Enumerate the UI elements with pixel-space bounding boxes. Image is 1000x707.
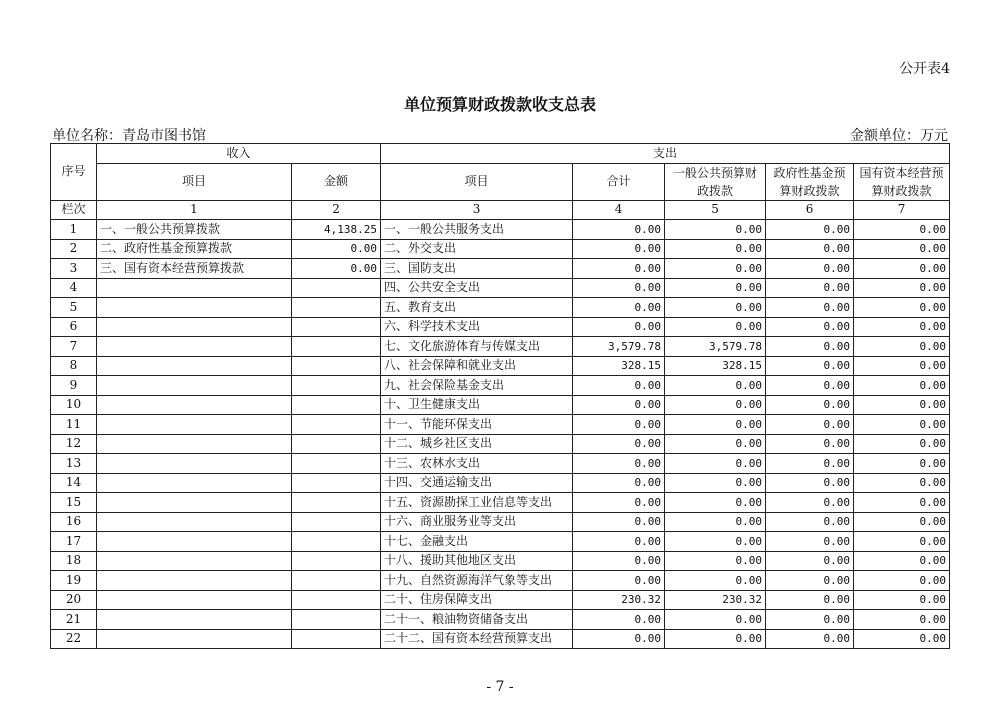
row-seq: 10 <box>51 395 97 415</box>
general-budget-amount: 0.00 <box>665 512 766 532</box>
general-budget-amount: 3,579.78 <box>665 337 766 357</box>
table-row <box>51 259 950 279</box>
state-capital-amount: 0.00 <box>854 454 950 474</box>
table-row <box>51 220 950 240</box>
general-budget-amount: 230.32 <box>665 590 766 610</box>
general-budget-amount: 0.00 <box>665 571 766 591</box>
row-seq: 15 <box>51 493 97 513</box>
general-budget-amount: 0.00 <box>665 298 766 318</box>
state-capital-amount: 0.00 <box>854 278 950 298</box>
fund-budget-amount: 0.00 <box>766 532 854 552</box>
row-seq: 2 <box>51 239 97 259</box>
income-item <box>97 415 292 435</box>
column-index-label: 栏次 <box>51 200 97 220</box>
header-state-capital: 国有资本经营预算财政拨款 <box>854 163 950 200</box>
state-capital-amount: 0.00 <box>854 239 950 259</box>
total-amount: 0.00 <box>573 532 665 552</box>
table-row <box>51 239 950 259</box>
expense-item: 七、文化旅游体育与传媒支出 <box>381 337 573 357</box>
income-amount <box>292 356 381 376</box>
general-budget-amount: 0.00 <box>665 629 766 649</box>
state-capital-amount: 0.00 <box>854 629 950 649</box>
state-capital-amount: 0.00 <box>854 337 950 357</box>
fund-budget-amount: 0.00 <box>766 298 854 318</box>
income-item <box>97 395 292 415</box>
income-item <box>97 571 292 591</box>
total-amount: 0.00 <box>573 278 665 298</box>
table-row <box>51 512 950 532</box>
expense-item: 十五、资源勘探工业信息等支出 <box>381 493 573 513</box>
table-row <box>51 551 950 571</box>
row-seq: 16 <box>51 512 97 532</box>
state-capital-amount: 0.00 <box>854 356 950 376</box>
expense-item: 十二、城乡社区支出 <box>381 434 573 454</box>
row-seq: 17 <box>51 532 97 552</box>
column-index: 3 <box>381 200 573 220</box>
expense-item: 四、公共安全支出 <box>381 278 573 298</box>
general-budget-amount: 0.00 <box>665 376 766 396</box>
total-amount: 230.32 <box>573 590 665 610</box>
income-item <box>97 317 292 337</box>
table-row <box>51 395 950 415</box>
income-item: 三、国有资本经营预算拨款 <box>97 259 292 279</box>
general-budget-amount: 0.00 <box>665 551 766 571</box>
budget-table <box>50 143 950 649</box>
fund-budget-amount: 0.00 <box>766 220 854 240</box>
column-index: 6 <box>766 200 854 220</box>
expense-item: 十四、交通运输支出 <box>381 473 573 493</box>
expense-item: 十七、金融支出 <box>381 532 573 552</box>
income-item <box>97 278 292 298</box>
income-item <box>97 551 292 571</box>
fund-budget-amount: 0.00 <box>766 239 854 259</box>
general-budget-amount: 0.00 <box>665 278 766 298</box>
general-budget-amount: 0.00 <box>665 434 766 454</box>
row-seq: 18 <box>51 551 97 571</box>
row-seq: 7 <box>51 337 97 357</box>
income-item <box>97 434 292 454</box>
state-capital-amount: 0.00 <box>854 220 950 240</box>
header-fund-budget: 政府性基金预算财政拨款 <box>766 163 854 200</box>
column-index: 1 <box>97 200 292 220</box>
row-seq: 12 <box>51 434 97 454</box>
total-amount: 0.00 <box>573 473 665 493</box>
state-capital-amount: 0.00 <box>854 551 950 571</box>
column-index: 2 <box>292 200 381 220</box>
income-amount <box>292 395 381 415</box>
row-seq: 11 <box>51 415 97 435</box>
row-seq: 3 <box>51 259 97 279</box>
table-row <box>51 376 950 396</box>
expense-item: 八、社会保障和就业支出 <box>381 356 573 376</box>
table-row <box>51 454 950 474</box>
income-item <box>97 493 292 513</box>
state-capital-amount: 0.00 <box>854 259 950 279</box>
expense-item: 十六、商业服务业等支出 <box>381 512 573 532</box>
general-budget-amount: 0.00 <box>665 532 766 552</box>
total-amount: 0.00 <box>573 454 665 474</box>
general-budget-amount: 0.00 <box>665 473 766 493</box>
expense-item: 六、科学技术支出 <box>381 317 573 337</box>
row-seq: 19 <box>51 571 97 591</box>
expense-item: 十九、自然资源海洋气象等支出 <box>381 571 573 591</box>
header-income-amount: 金额 <box>292 163 381 200</box>
state-capital-amount: 0.00 <box>854 512 950 532</box>
expense-item: 十、卫生健康支出 <box>381 395 573 415</box>
general-budget-amount: 0.00 <box>665 239 766 259</box>
page-title: 单位预算财政拨款收支总表 <box>403 95 596 114</box>
fund-budget-amount: 0.00 <box>766 434 854 454</box>
state-capital-amount: 0.00 <box>854 473 950 493</box>
fund-budget-amount: 0.00 <box>766 473 854 493</box>
income-item <box>97 337 292 357</box>
income-item <box>97 610 292 630</box>
header-income-item: 项目 <box>97 163 292 200</box>
row-seq: 9 <box>51 376 97 396</box>
table-row <box>51 356 950 376</box>
fund-budget-amount: 0.00 <box>766 551 854 571</box>
income-item <box>97 356 292 376</box>
table-body <box>51 220 950 649</box>
total-amount: 0.00 <box>573 415 665 435</box>
expense-item: 二、外交支出 <box>381 239 573 259</box>
income-amount <box>292 278 381 298</box>
income-amount: 4,138.25 <box>292 220 381 240</box>
table-row <box>51 473 950 493</box>
state-capital-amount: 0.00 <box>854 395 950 415</box>
header-expense: 支出 <box>381 144 950 164</box>
fund-budget-amount: 0.00 <box>766 571 854 591</box>
income-amount <box>292 629 381 649</box>
income-item <box>97 629 292 649</box>
state-capital-amount: 0.00 <box>854 376 950 396</box>
row-seq: 20 <box>51 590 97 610</box>
fund-budget-amount: 0.00 <box>766 415 854 435</box>
general-budget-amount: 0.00 <box>665 220 766 240</box>
general-budget-amount: 0.00 <box>665 395 766 415</box>
row-seq: 5 <box>51 298 97 318</box>
total-amount: 0.00 <box>573 259 665 279</box>
income-item <box>97 454 292 474</box>
header-income: 收入 <box>97 144 381 164</box>
header-total: 合计 <box>573 163 665 200</box>
table-row <box>51 629 950 649</box>
row-seq: 22 <box>51 629 97 649</box>
total-amount: 0.00 <box>573 493 665 513</box>
income-amount <box>292 551 381 571</box>
general-budget-amount: 0.00 <box>665 415 766 435</box>
money-unit: 金额单位：万元 <box>850 128 948 144</box>
total-amount: 0.00 <box>573 317 665 337</box>
expense-item: 十八、援助其他地区支出 <box>381 551 573 571</box>
income-amount <box>292 473 381 493</box>
income-item <box>97 512 292 532</box>
income-item <box>97 532 292 552</box>
expense-item: 二十、住房保障支出 <box>381 590 573 610</box>
state-capital-amount: 0.00 <box>854 415 950 435</box>
table-row <box>51 415 950 435</box>
unit-name: 单位名称：青岛市图书馆 <box>52 128 206 144</box>
fund-budget-amount: 0.00 <box>766 337 854 357</box>
state-capital-amount: 0.00 <box>854 317 950 337</box>
income-amount <box>292 415 381 435</box>
total-amount: 0.00 <box>573 395 665 415</box>
general-budget-amount: 0.00 <box>665 317 766 337</box>
total-amount: 0.00 <box>573 551 665 571</box>
fund-budget-amount: 0.00 <box>766 629 854 649</box>
expense-item: 一、一般公共服务支出 <box>381 220 573 240</box>
column-index-row <box>51 200 950 220</box>
table-row <box>51 337 950 357</box>
table-row <box>51 298 950 318</box>
column-index: 4 <box>573 200 665 220</box>
income-amount <box>292 590 381 610</box>
general-budget-amount: 0.00 <box>665 259 766 279</box>
document-label: 公开表4 <box>899 61 950 77</box>
header-row-top <box>51 144 950 164</box>
table-row <box>51 532 950 552</box>
income-amount <box>292 532 381 552</box>
fund-budget-amount: 0.00 <box>766 259 854 279</box>
column-index: 7 <box>854 200 950 220</box>
income-amount <box>292 317 381 337</box>
expense-item: 五、教育支出 <box>381 298 573 318</box>
income-amount <box>292 610 381 630</box>
total-amount: 0.00 <box>573 571 665 591</box>
header-expense-item: 项目 <box>381 163 573 200</box>
state-capital-amount: 0.00 <box>854 298 950 318</box>
income-item <box>97 298 292 318</box>
income-amount: 0.00 <box>292 259 381 279</box>
state-capital-amount: 0.00 <box>854 571 950 591</box>
fund-budget-amount: 0.00 <box>766 376 854 396</box>
total-amount: 3,579.78 <box>573 337 665 357</box>
total-amount: 0.00 <box>573 376 665 396</box>
total-amount: 0.00 <box>573 239 665 259</box>
income-amount <box>292 298 381 318</box>
income-item <box>97 590 292 610</box>
column-index: 5 <box>665 200 766 220</box>
page-number: - 7 - <box>486 679 514 695</box>
income-amount <box>292 454 381 474</box>
state-capital-amount: 0.00 <box>854 434 950 454</box>
general-budget-amount: 0.00 <box>665 493 766 513</box>
income-amount <box>292 376 381 396</box>
expense-item: 二十一、粮油物资储备支出 <box>381 610 573 630</box>
income-item: 一、一般公共预算拨款 <box>97 220 292 240</box>
fund-budget-amount: 0.00 <box>766 356 854 376</box>
expense-item: 三、国防支出 <box>381 259 573 279</box>
expense-item: 二十二、国有资本经营预算支出 <box>381 629 573 649</box>
total-amount: 0.00 <box>573 610 665 630</box>
total-amount: 0.00 <box>573 512 665 532</box>
income-amount <box>292 512 381 532</box>
fund-budget-amount: 0.00 <box>766 454 854 474</box>
row-seq: 13 <box>51 454 97 474</box>
row-seq: 14 <box>51 473 97 493</box>
fund-budget-amount: 0.00 <box>766 395 854 415</box>
expense-item: 十三、农林水支出 <box>381 454 573 474</box>
fund-budget-amount: 0.00 <box>766 278 854 298</box>
general-budget-amount: 0.00 <box>665 454 766 474</box>
income-amount <box>292 434 381 454</box>
income-item: 二、政府性基金预算拨款 <box>97 239 292 259</box>
income-item <box>97 376 292 396</box>
expense-item: 十一、节能环保支出 <box>381 415 573 435</box>
income-amount <box>292 493 381 513</box>
row-seq: 4 <box>51 278 97 298</box>
total-amount: 0.00 <box>573 434 665 454</box>
row-seq: 8 <box>51 356 97 376</box>
table-row <box>51 571 950 591</box>
income-item <box>97 473 292 493</box>
header-general-budget: 一般公共预算财政拨款 <box>665 163 766 200</box>
total-amount: 0.00 <box>573 629 665 649</box>
table-row <box>51 278 950 298</box>
row-seq: 21 <box>51 610 97 630</box>
header-seq: 序号 <box>51 144 97 201</box>
income-amount <box>292 571 381 591</box>
table-row <box>51 493 950 513</box>
table-row <box>51 317 950 337</box>
state-capital-amount: 0.00 <box>854 610 950 630</box>
income-amount <box>292 337 381 357</box>
total-amount: 0.00 <box>573 298 665 318</box>
fund-budget-amount: 0.00 <box>766 317 854 337</box>
row-seq: 6 <box>51 317 97 337</box>
general-budget-amount: 328.15 <box>665 356 766 376</box>
income-amount: 0.00 <box>292 239 381 259</box>
table-row <box>51 434 950 454</box>
state-capital-amount: 0.00 <box>854 590 950 610</box>
row-seq: 1 <box>51 220 97 240</box>
state-capital-amount: 0.00 <box>854 532 950 552</box>
table-row <box>51 590 950 610</box>
fund-budget-amount: 0.00 <box>766 512 854 532</box>
fund-budget-amount: 0.00 <box>766 590 854 610</box>
state-capital-amount: 0.00 <box>854 493 950 513</box>
table-row <box>51 610 950 630</box>
expense-item: 九、社会保险基金支出 <box>381 376 573 396</box>
total-amount: 328.15 <box>573 356 665 376</box>
total-amount: 0.00 <box>573 220 665 240</box>
fund-budget-amount: 0.00 <box>766 610 854 630</box>
fund-budget-amount: 0.00 <box>766 493 854 513</box>
general-budget-amount: 0.00 <box>665 610 766 630</box>
